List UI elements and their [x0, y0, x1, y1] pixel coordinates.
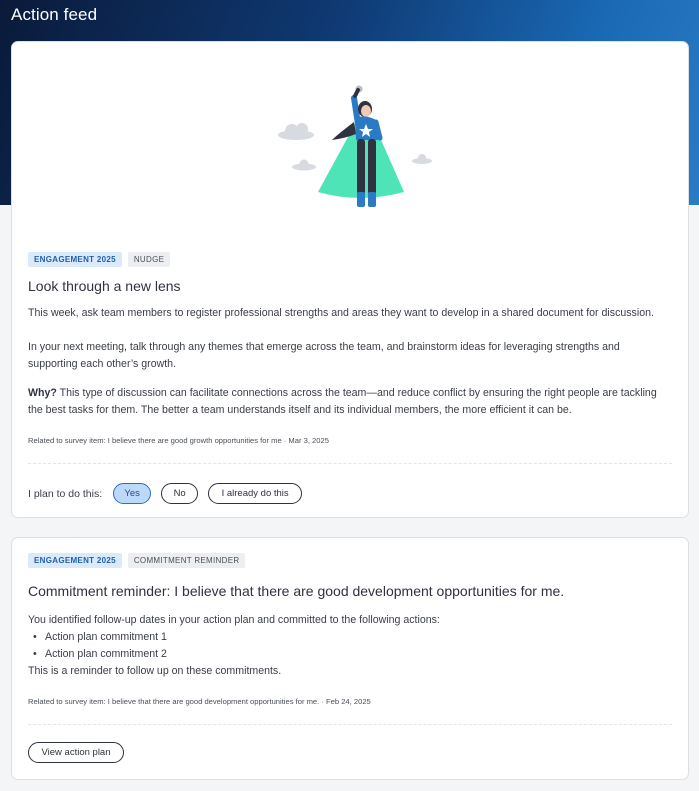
- card-title: Commitment reminder: I believe that there are good development opportunities for me.: [28, 583, 565, 599]
- action-card-nudge: [11, 41, 689, 518]
- why-label: Why?: [28, 387, 57, 399]
- list-item: • Action plan commitment 2: [28, 646, 167, 663]
- divider: [28, 724, 672, 725]
- view-action-plan-button[interactable]: View action plan: [28, 742, 124, 763]
- commitment-list: [28, 629, 167, 663]
- plan-question-row: [28, 483, 302, 504]
- cloud-icon: [278, 123, 314, 140]
- tag-type: COMMITMENT REMINDER: [128, 553, 246, 568]
- why-text: This type of discussion can facilitate connections across the team—and reduce conflict by ensuring the right people are tackling the best tasks for them. The better a team understands itself and its individual members, the more efficient it can be.: [28, 387, 657, 416]
- superhero-illustration: [12, 42, 688, 242]
- page-title: Action feed: [11, 5, 98, 24]
- action-card-commitment-reminder: [11, 537, 689, 780]
- tag-engagement: ENGAGEMENT 2025: [28, 252, 122, 267]
- why-paragraph: [28, 385, 668, 419]
- survey-item-meta: Related to survey item: I believe that there are good development opportunities for me. · Feb 24, 2025: [28, 697, 371, 706]
- tag-engagement: ENGAGEMENT 2025: [28, 553, 122, 568]
- card-title: Look through a new lens: [28, 278, 181, 294]
- divider: [28, 463, 672, 464]
- cloud-icon: [412, 154, 432, 164]
- survey-item-meta: Related to survey item: I believe there are good growth opportunities for me · Mar 3, 2025: [28, 436, 329, 445]
- cloud-icon: [292, 160, 316, 171]
- list-item: • Action plan commitment 1: [28, 629, 167, 646]
- commitment-intro: You identified follow-up dates in your action plan and committed to the following actions:: [28, 614, 440, 626]
- plan-label: I plan to do this:: [28, 487, 103, 500]
- tag-group: [28, 252, 170, 267]
- already-do-this-button[interactable]: I already do this: [208, 483, 302, 504]
- tag-type: NUDGE: [128, 252, 170, 267]
- yes-button[interactable]: Yes: [113, 483, 151, 504]
- tag-group: [28, 553, 245, 568]
- commitment-outro: This is a reminder to follow up on these commitments.: [28, 665, 282, 677]
- card-body-paragraph: In your next meeting, talk through any themes that emerge across the team, and brainstorm ideas for leveraging strengths and supporting each other’s growth.: [28, 341, 620, 370]
- no-button[interactable]: No: [161, 483, 198, 504]
- card-body-paragraph: This week, ask team members to register professional strengths and areas they want to develop in a shared document for discussion.: [28, 307, 654, 319]
